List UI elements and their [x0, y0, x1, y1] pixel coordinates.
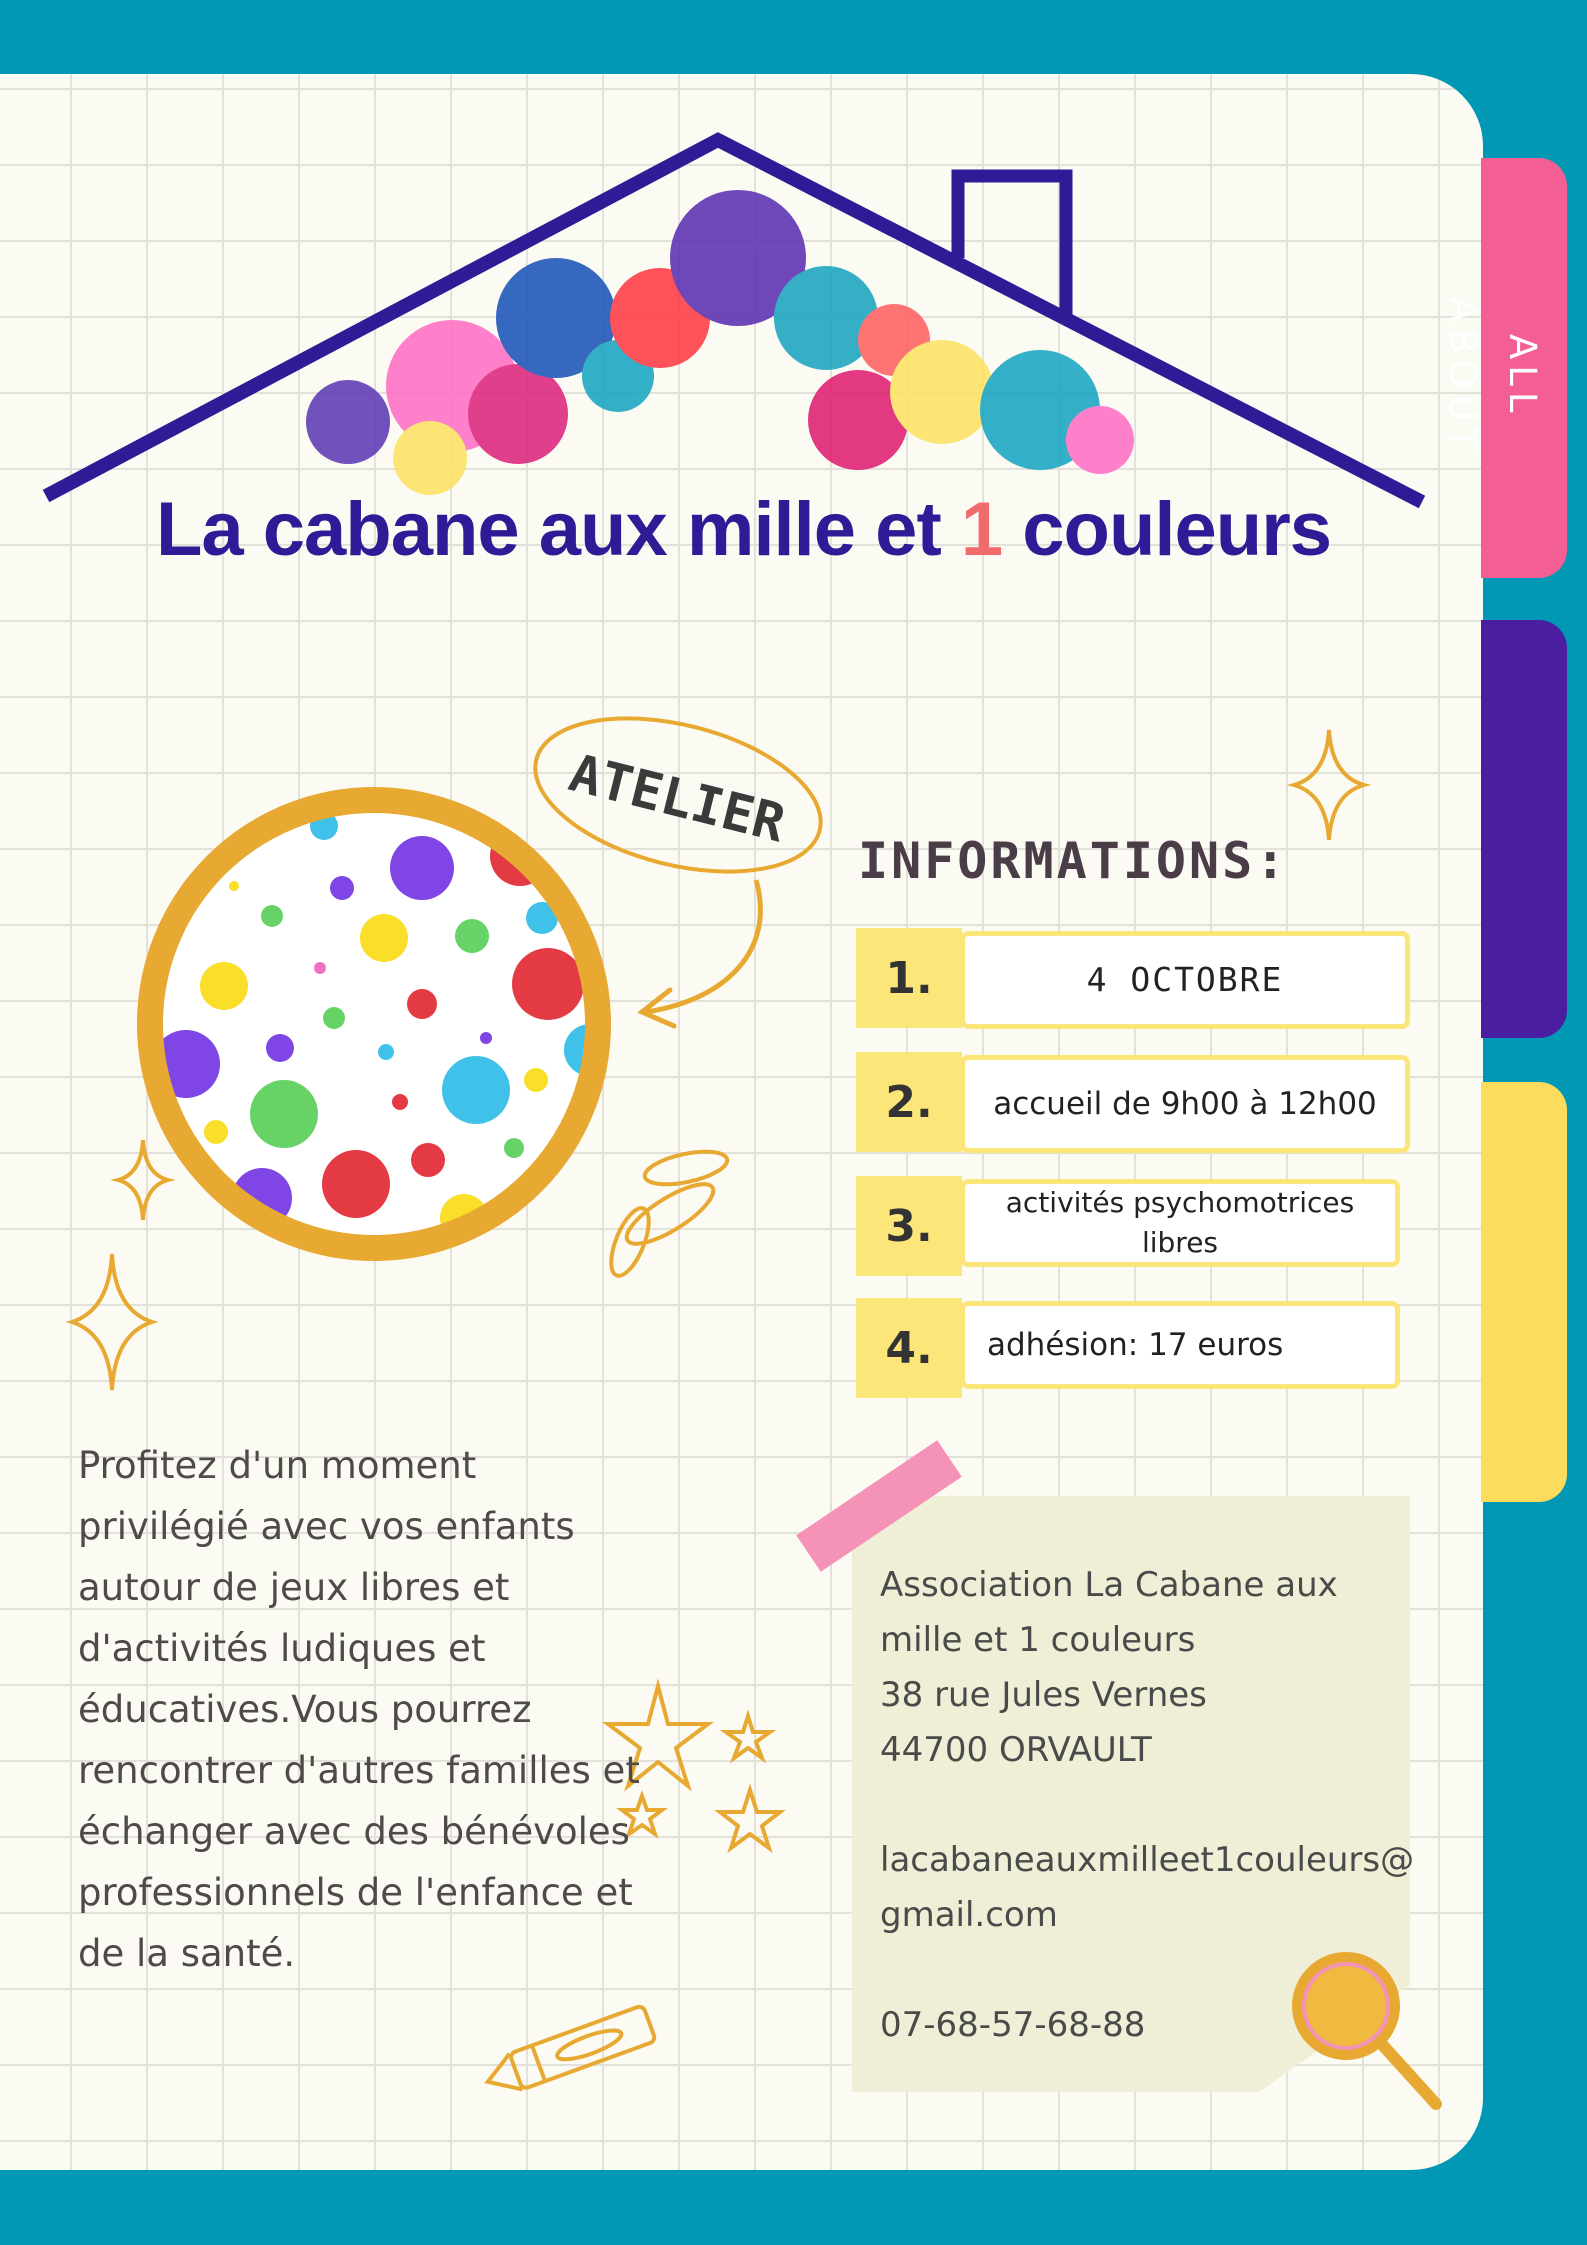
contact-city: 44700 ORVAULT	[880, 1730, 1152, 1770]
contact-phone[interactable]: 07-68-57-68-88	[880, 2005, 1146, 2045]
arrow-doodle	[626, 870, 786, 1030]
sparkle-icon	[1294, 730, 1364, 840]
contact-association-cont: mille et 1 couleurs	[880, 1620, 1196, 1660]
magnifier-icon	[1288, 1944, 1448, 2114]
info-item	[856, 928, 1410, 1028]
logo-title-number: 1	[960, 487, 1003, 572]
info-item-text: adhésion: 17 euros	[960, 1301, 1400, 1389]
info-item-number: 4.	[856, 1298, 962, 1398]
info-item-text: activités psychomotrices libres	[960, 1179, 1400, 1267]
splash-doodle	[596, 1140, 726, 1280]
side-tab-yellow[interactable]	[1481, 1082, 1567, 1502]
info-item-number: 2.	[856, 1052, 962, 1152]
logo-title-text: La cabane aux mille et	[155, 487, 961, 572]
info-item	[856, 1052, 1410, 1152]
contact-email[interactable]: lacabaneauxmilleet1couleurs@	[880, 1840, 1415, 1880]
info-item	[856, 1176, 1410, 1276]
info-item-text: accueil de 9h00 à 12h00	[960, 1055, 1410, 1153]
tape-strip	[794, 1444, 974, 1574]
contact-email-cont[interactable]: gmail.com	[880, 1895, 1058, 1935]
contact-association: Association La Cabane aux	[880, 1565, 1338, 1605]
info-item	[856, 1298, 1410, 1398]
info-item-number: 1.	[856, 928, 962, 1028]
contact-spacer	[880, 1778, 1440, 1833]
side-tab-label: ALL ABOUT	[1441, 296, 1544, 456]
info-item-number: 3.	[856, 1176, 962, 1276]
sparkle-icon	[72, 1254, 152, 1390]
atelier-text: ATELIER	[563, 743, 791, 855]
logo-title	[0, 486, 1487, 573]
sparkle-icon	[118, 1140, 168, 1220]
side-tab-purple[interactable]	[1481, 620, 1567, 1038]
logo-house-illustration	[0, 0, 1487, 480]
logo-title-text-end: couleurs	[1002, 487, 1332, 572]
informations-heading: INFORMATIONS:	[858, 832, 1289, 890]
crayon-doodle	[478, 1994, 678, 2104]
description-text: Profitez d'un moment privilégié avec vos enfants autour de jeux libres et d'activités ludiques et éducatives.Vous pourrez rencontrer d'autres familles et échanger avec des bénévoles professionnels de l'enfance et de la santé.	[78, 1444, 640, 1975]
contact-street: 38 rue Jules Vernes	[880, 1675, 1207, 1715]
info-item-text: 4 OCTOBRE	[960, 931, 1410, 1029]
